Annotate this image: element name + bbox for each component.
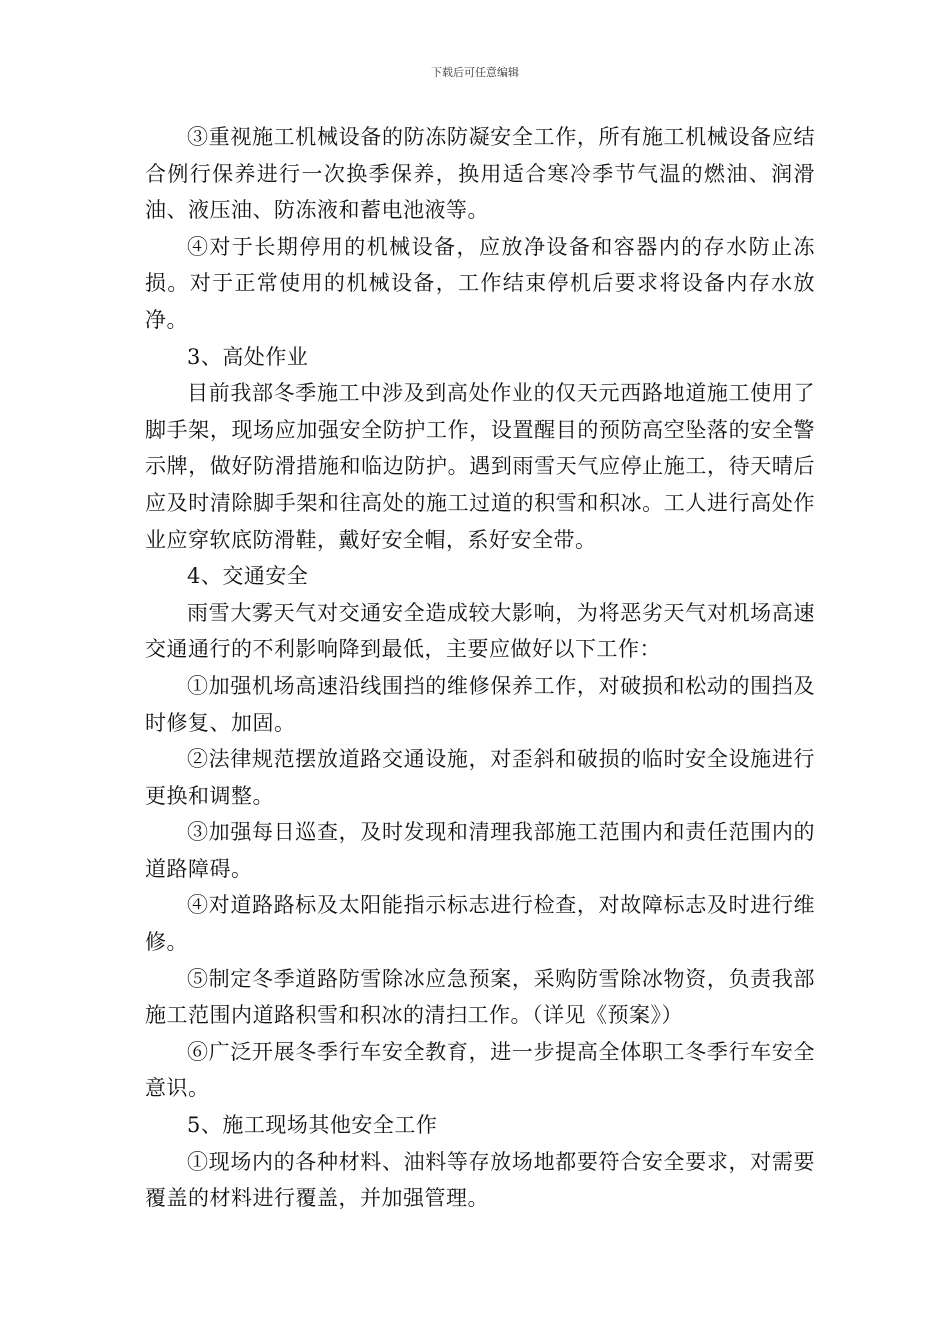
section-heading-other-safety: 5、施工现场其他安全工作 [187,1113,438,1138]
paragraph-drain-water: ④对于长期停用的机械设备，应放净设备和容器内的存水防止冻损。对于正常使用的机械设备，工作结束停机后要求将设备内存水放净。 [145,234,815,332]
paragraph-traffic-item-5: ⑤制定冬季道路防雪除冰应急预案，采购防雪除冰物资，负责我部施工范围内道路积雪和积冰的清扫工作。（详见《预案》） [145,966,815,1028]
paragraph-traffic-item-3: ③加强每日巡查，及时发现和清理我部施工范围内和责任范围内的道路障碍。 [145,820,815,881]
paragraph-other-safety-item-1: ①现场内的各种材料、油料等存放场地都要符合安全要求，对需要覆盖的材料进行覆盖，并加强管理。 [145,1149,815,1211]
document-body [145,119,815,1217]
paragraph-traffic-intro: 雨雪大雾天气对交通安全造成较大影响，为将恶劣天气对机场高速交通通行的不利影响降到最低，主要应做好以下工作： [145,600,815,662]
paragraph-traffic-item-4: ④对道路路标及太阳能指示标志进行检查，对故障标志及时进行维修。 [145,893,815,955]
section-heading-traffic-safety: 4、交通安全 [187,564,309,589]
page-header: 下载后可任意编辑 [431,66,519,79]
paragraph-traffic-item-2: ②法律规范摆放道路交通设施，对歪斜和破损的临时安全设施进行更换和调整。 [145,747,815,808]
paragraph-traffic-item-6: ⑥广泛开展冬季行车安全教育，进一步提高全体职工冬季行车安全意识。 [145,1039,815,1101]
paragraph-traffic-item-1: ①加强机场高速沿线围挡的维修保养工作，对破损和松动的围挡及时修复、加固。 [145,673,815,735]
paragraph-work-at-height: 目前我部冬季施工中涉及到高处作业的仅天元西路地道施工使用了脚手架，现场应加强安全防护工作，设置醒目的预防高空坠落的安全警示牌，做好防滑措施和临边防护。遇到雨雪天气应停止施工，待天晴后应及时清除脚手架和往高处的施工过道的积雪和积冰。工人进行高处作业应穿软底防滑鞋，戴好安全帽，系好安全带。 [145,381,815,552]
paragraph-equipment-antifreeze: ③重视施工机械设备的防冻防凝安全工作，所有施工机械设备应结合例行保养进行一次换季保养，换用适合寒冷季节气温的燃油、润滑油、液压油、防冻液和蓄电池液等。 [145,125,815,223]
section-heading-work-at-height: 3、高处作业 [187,344,309,369]
